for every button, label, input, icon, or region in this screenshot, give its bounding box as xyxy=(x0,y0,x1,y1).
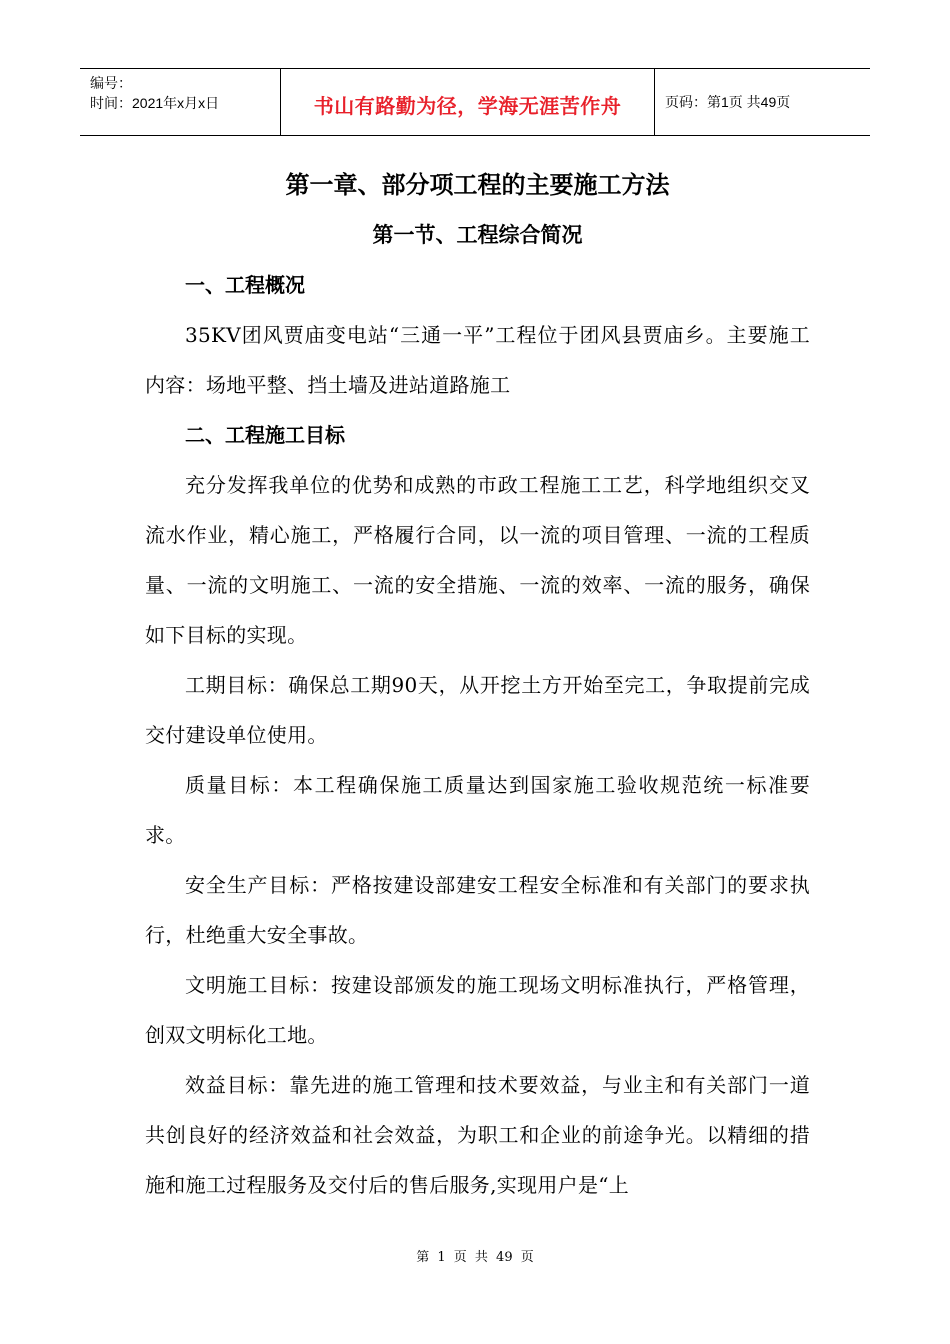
page-footer: 第 1 页 共 49 页 xyxy=(416,1250,534,1265)
paragraph-safety-goal: 安全生产目标：严格按建设部建安工程安全标准和有关部门的要求执行，杜绝重大安全事故。 xyxy=(145,873,810,947)
paragraph-overview: 35KV团风贾庙变电站“三通一平”工程位于团风县贾庙乡。主要施工内容：场地平整、挡土墙及进站道路施工 xyxy=(145,323,810,397)
page-info: 页码：第1页 共49页 xyxy=(665,94,791,110)
heading-goals: 二、工程施工目标 xyxy=(185,423,345,447)
document-header xyxy=(80,68,870,136)
number-label: 编号： xyxy=(90,75,132,91)
chapter-title: 第一章、部分项工程的主要施工方法 xyxy=(285,171,670,199)
paragraph-schedule-goal: 工期目标：确保总工期90天，从开挖土方开始至完工，争取提前完成交付建设单位使用。 xyxy=(145,673,810,747)
paragraph-civilized-goal: 文明施工目标：按建设部颁发的施工现场文明标准执行，严格管理，创双文明标化工地。 xyxy=(145,973,810,1047)
motto-text: 书山有路勤为径，学海无涯苦作舟 xyxy=(313,95,622,118)
header-meta-cell xyxy=(80,69,281,135)
paragraph-benefit-goal: 效益目标：靠先进的施工管理和技术要效益，与业主和有关部门一道共创良好的经济效益和社会效益，为职工和企业的前途争光。以精细的措施和施工过程服务及交付后的售后服务,实现用户是“上 xyxy=(145,1073,810,1197)
section-title: 第一节、工程综合简况 xyxy=(372,223,583,247)
paragraph-quality-goal: 质量目标：本工程确保施工质量达到国家施工验收规范统一标准要求。 xyxy=(145,773,810,847)
document-body xyxy=(145,160,810,1210)
header-motto-cell xyxy=(281,69,655,135)
header-page-cell xyxy=(655,69,870,135)
date-label: 时间：2021年x月x日 xyxy=(90,95,220,111)
paragraph-goal-intro: 充分发挥我单位的优势和成熟的市政工程施工工艺，科学地组织交叉流水作业，精心施工，严格履行合同，以一流的项目管理、一流的工程质量、一流的文明施工、一流的安全措施、一流的效率、一流的服务，确保如下目标的实现。 xyxy=(145,473,810,647)
heading-overview: 一、工程概况 xyxy=(185,273,305,297)
